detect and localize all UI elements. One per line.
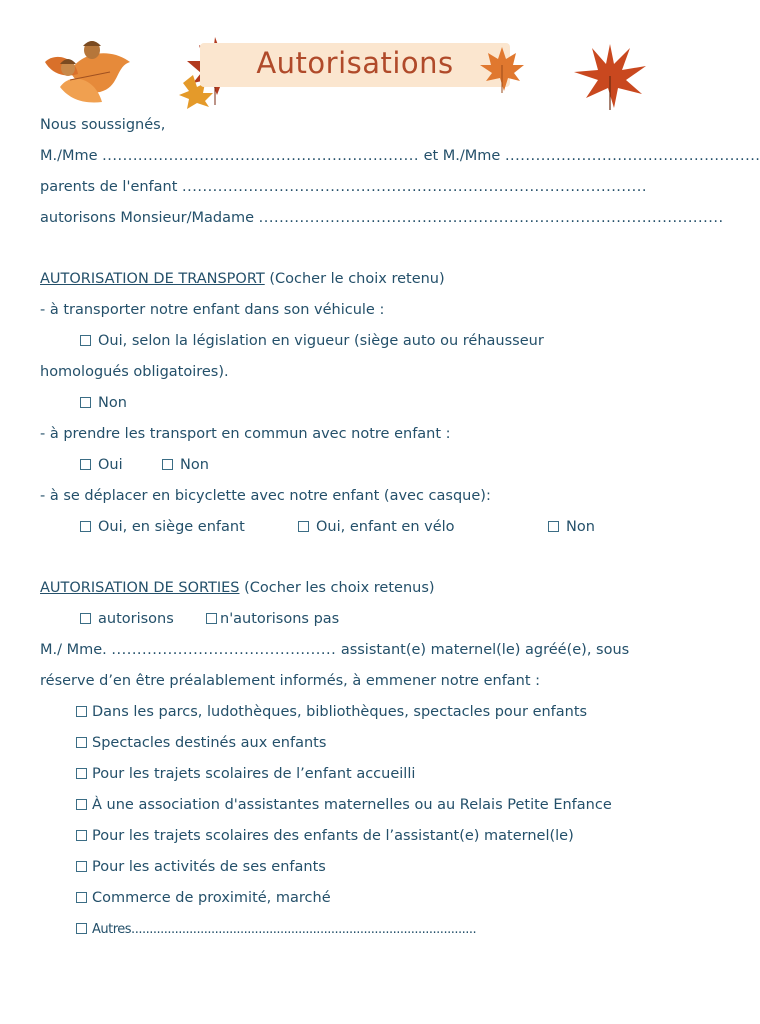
transport-q2-no-option[interactable] — [162, 456, 209, 474]
transport-q1-yes-checkbox[interactable] — [80, 335, 91, 346]
sorties-mm-label: M./ Mme. — [40, 642, 107, 658]
transport-q2-yes-label: Oui — [98, 457, 123, 473]
parents-label: parents de l'enfant — [40, 179, 178, 195]
transport-q1-no-option[interactable] — [80, 394, 127, 412]
sorties-item-label: Pour les trajets scolaires de l’enfant accueilli — [92, 766, 416, 782]
transport-q1-yes-label: Oui, selon la législation en vigueur (siège auto ou réhausseur — [98, 333, 544, 349]
transport-q3-opt1-label: Oui, en siège enfant — [98, 519, 245, 535]
transport-q3-opt2-checkbox[interactable] — [298, 521, 309, 532]
sorties-authorize-option[interactable] — [80, 610, 174, 628]
assistant-name-fill-field[interactable]: ........................................................................................... — [258, 210, 724, 226]
transport-q2-yes-option[interactable] — [80, 456, 123, 474]
child-name-fill-field[interactable]: ........................................................................................... — [182, 179, 647, 195]
sorties-item-label: Spectacles destinés aux enfants — [92, 735, 327, 751]
transport-q3-opt1-checkbox[interactable] — [80, 521, 91, 532]
sorties-line2: réserve d’en être préalablement informés, à emmener notre enfant : — [40, 673, 541, 689]
authorize-label: autorisons Monsieur/Madame — [40, 210, 255, 226]
transport-q1-no-checkbox[interactable] — [80, 397, 91, 408]
and-mm-fill-field[interactable]: .................................................. — [504, 148, 760, 164]
transport-q1-no-label: Non — [98, 395, 127, 411]
sorties-item-label: À une association d'assistantes maternelles ou au Relais Petite Enfance — [92, 797, 612, 813]
sorties-heading: AUTORISATION DE SORTIES — [40, 580, 240, 596]
sorties-item-spectacles[interactable] — [76, 734, 326, 752]
sorties-line1 — [40, 641, 629, 659]
sorties-item-school-trips-child[interactable] — [76, 765, 415, 783]
sorties-item-checkbox[interactable] — [76, 737, 87, 748]
sorties-line1-rest: assistant(e) maternel(le) agréé(e), sous — [340, 642, 630, 658]
sorties-item-school-trips-assistant[interactable] — [76, 827, 574, 845]
transport-q3-opt3-label: Non — [566, 519, 595, 535]
transport-q3-opt2-label: Oui, enfant en vélo — [316, 519, 455, 535]
sorties-item-commerce[interactable] — [76, 889, 331, 907]
mm-label: M./Mme — [40, 148, 98, 164]
transport-q3-opt3-checkbox[interactable] — [548, 521, 559, 532]
transport-q3-opt3[interactable] — [548, 518, 595, 536]
sorties-item-checkbox[interactable] — [76, 830, 87, 841]
sorties-item-label: Pour les activités de ses enfants — [92, 859, 326, 875]
authorize-line — [40, 209, 724, 227]
sorties-not-authorize-checkbox[interactable] — [206, 613, 217, 624]
transport-q3: - à se déplacer en bicyclette avec notre enfant (avec casque): — [40, 488, 491, 504]
sorties-not-authorize-label: n'autorisons pas — [220, 611, 340, 627]
transport-heading-note: (Cocher le choix retenu) — [269, 271, 445, 287]
we-undersigned-text: Nous soussignés, — [40, 117, 166, 133]
sorties-item-activities[interactable] — [76, 858, 326, 876]
sorties-item-checkbox[interactable] — [76, 706, 87, 717]
transport-q1-yes-option[interactable] — [80, 332, 544, 350]
page-title: Autorisations — [256, 46, 454, 80]
sorties-item-label: Commerce de proximité, marché — [92, 890, 331, 906]
transport-heading-line — [40, 270, 445, 288]
sorties-item-checkbox[interactable] — [76, 892, 87, 903]
mm-fill-field[interactable]: .............................................................. — [102, 148, 419, 164]
sorties-item-others[interactable] — [76, 920, 476, 939]
sorties-item-label: Dans les parcs, ludothèques, bibliothèques, spectacles pour enfants — [92, 704, 588, 720]
sorties-item-checkbox[interactable] — [76, 861, 87, 872]
sorties-item-checkbox[interactable] — [76, 923, 87, 934]
and-label: et M./Mme — [423, 148, 501, 164]
sorties-heading-line — [40, 579, 435, 597]
sorties-authorize-label: autorisons — [98, 611, 174, 627]
sorties-item-association[interactable] — [76, 796, 612, 814]
parents-line — [40, 178, 647, 196]
sorties-item-checkbox[interactable] — [76, 768, 87, 779]
title-banner — [200, 40, 510, 88]
transport-q3-opt2[interactable] — [298, 518, 455, 536]
transport-q2-no-checkbox[interactable] — [162, 459, 173, 470]
transport-q1-yes-label-cont: homologués obligatoires). — [40, 364, 229, 380]
sorties-authorize-checkbox[interactable] — [80, 613, 91, 624]
parent1-line — [40, 147, 760, 165]
sorties-item-parks[interactable] — [76, 703, 587, 721]
sorties-not-authorize-option[interactable] — [206, 610, 339, 628]
transport-q1: - à transporter notre enfant dans son véhicule : — [40, 302, 385, 318]
transport-q2: - à prendre les transport en commun avec notre enfant : — [40, 426, 451, 442]
sorties-item-label: Autres............................................................................................... — [92, 922, 477, 937]
sorties-item-checkbox[interactable] — [76, 799, 87, 810]
maple-leaf-corner-decoration — [570, 40, 648, 112]
maple-leaf-right-small-decoration — [478, 45, 526, 95]
sorties-mm-fill-field[interactable]: ............................................ — [111, 642, 337, 658]
sorties-heading-note: (Cocher les choix retenus) — [244, 580, 435, 596]
transport-q3-opt1[interactable] — [80, 518, 245, 536]
sorties-item-label: Pour les trajets scolaires des enfants de l’assistant(e) maternel(le) — [92, 828, 574, 844]
transport-q2-no-label: Non — [180, 457, 209, 473]
transport-heading: AUTORISATION DE TRANSPORT — [40, 271, 265, 287]
transport-q2-yes-checkbox[interactable] — [80, 459, 91, 470]
acorn-leaves-decoration — [40, 32, 140, 110]
